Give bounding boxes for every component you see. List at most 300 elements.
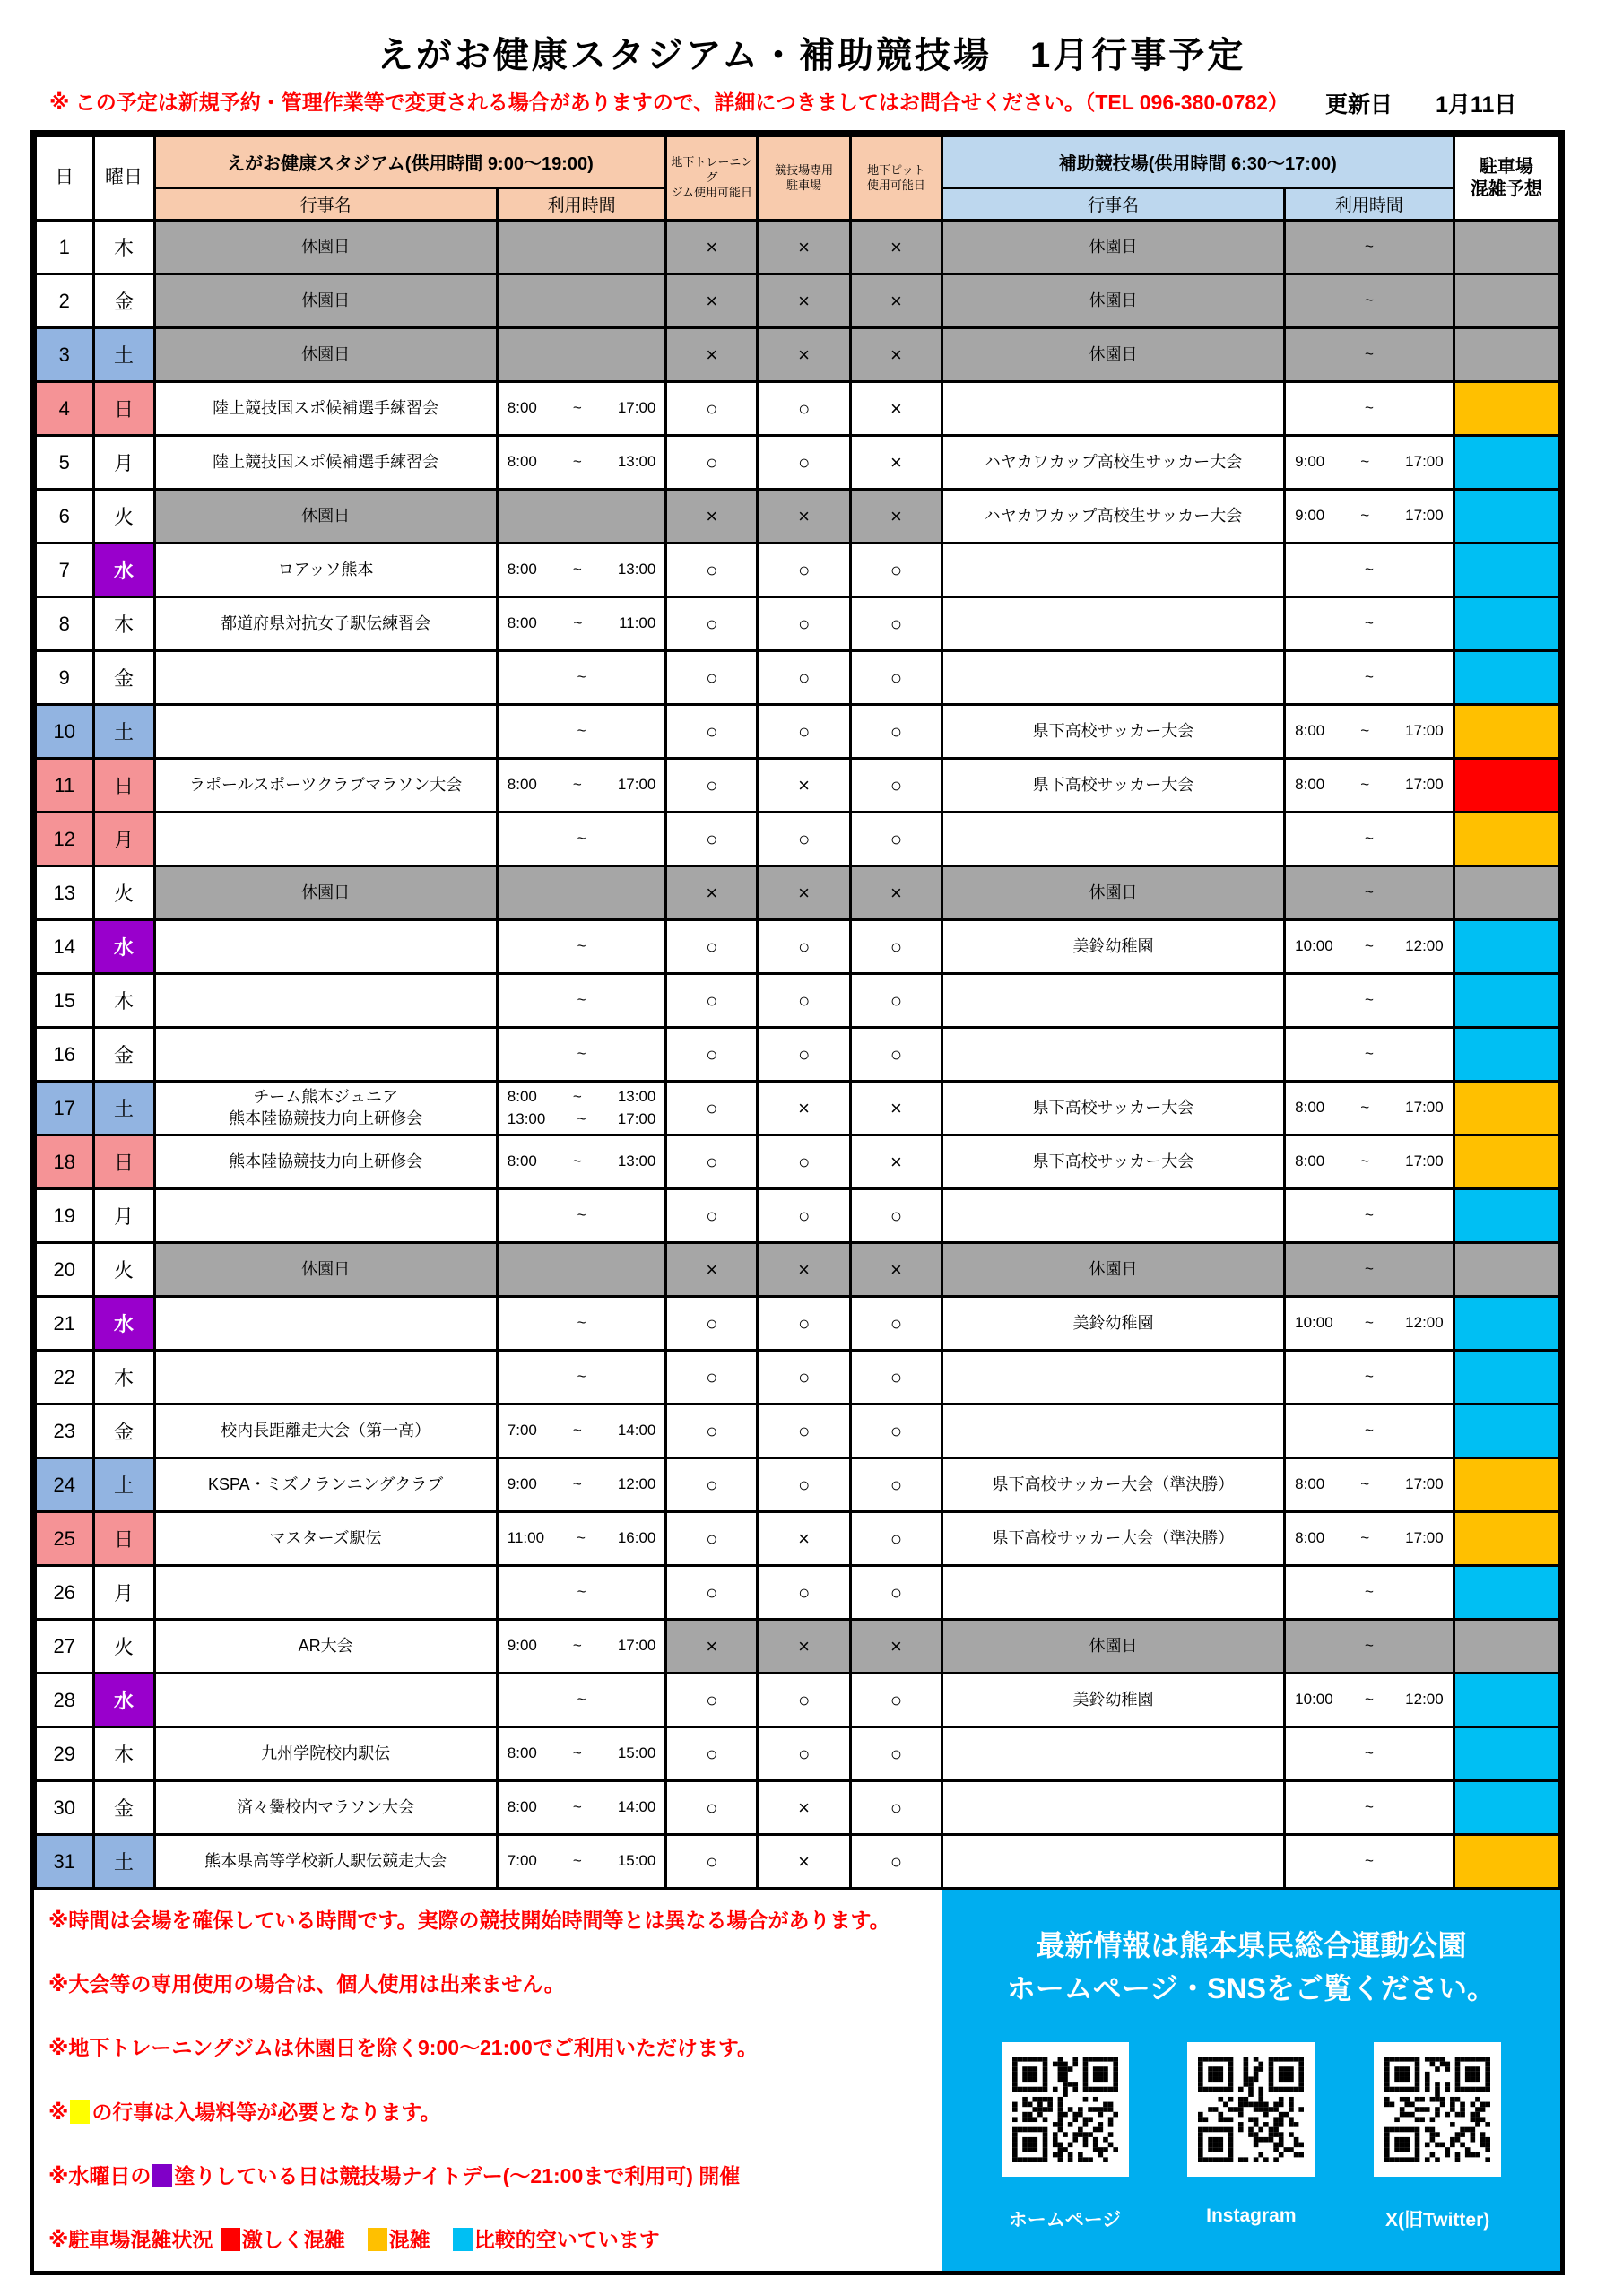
- aux-time-cell: ~: [1285, 813, 1454, 866]
- header-parking-line2: 駐車場: [786, 178, 822, 192]
- gym-mark-cell: ○: [666, 705, 758, 759]
- footer-section: [34, 1890, 1560, 2271]
- day-cell: 24: [36, 1458, 94, 1512]
- note-text: ※: [48, 2100, 69, 2124]
- color-swatch-forecast-orange: [368, 2228, 387, 2251]
- header-forecast-line2: 混雑予想: [1470, 178, 1542, 199]
- calendar-row: [36, 544, 1559, 597]
- forecast-cell: [1454, 382, 1558, 436]
- parking-mark-cell: ×: [758, 221, 851, 274]
- pit-mark-cell: ○: [850, 974, 942, 1028]
- calendar-row: [36, 1835, 1559, 1889]
- parking-mark-cell: ○: [758, 1405, 851, 1458]
- aux-time-cell: ~: [1285, 1351, 1454, 1405]
- header-aux-event: 行事名: [942, 188, 1284, 221]
- calendar-row: [36, 1082, 1559, 1135]
- pit-mark-cell: ○: [850, 1028, 942, 1082]
- weekday-cell: 水: [93, 1297, 154, 1351]
- parking-mark-cell: ×: [758, 1243, 851, 1297]
- aux-event-cell: [942, 1189, 1284, 1243]
- parking-mark-cell: ○: [758, 436, 851, 490]
- parking-mark-cell: ×: [758, 759, 851, 813]
- header-forecast-line1: 駐車場: [1479, 156, 1533, 177]
- aux-event-cell: [942, 1781, 1284, 1835]
- gym-mark-cell: ○: [666, 1082, 758, 1135]
- aux-time-cell: ~: [1285, 651, 1454, 705]
- aux-time-cell: ~: [1285, 1781, 1454, 1835]
- stadium-time-cell: ~: [497, 1566, 666, 1620]
- sns-title: [1007, 1924, 1496, 2010]
- weekday-cell: 日: [93, 1135, 154, 1189]
- pit-mark-cell: ×: [850, 274, 942, 328]
- gym-mark-cell: ○: [666, 1351, 758, 1405]
- stadium-event-cell: 休園日: [154, 1243, 497, 1297]
- stadium-time-cell: 11:00 ~ 16:00: [497, 1512, 666, 1566]
- pit-mark-cell: ×: [850, 1082, 942, 1135]
- weekday-cell: 水: [93, 544, 154, 597]
- pit-mark-cell: ○: [850, 1189, 942, 1243]
- weekday-cell: 火: [93, 490, 154, 544]
- schedule-body: [36, 221, 1559, 1889]
- weekday-cell: 月: [93, 436, 154, 490]
- stadium-time-cell: ~: [497, 651, 666, 705]
- note-text: 混雑: [388, 2227, 451, 2251]
- stadium-event-cell: [154, 1351, 497, 1405]
- stadium-time-cell: 9:00 ~ 17:00: [497, 1620, 666, 1674]
- forecast-cell: [1454, 1727, 1558, 1781]
- aux-event-cell: 休園日: [942, 1243, 1284, 1297]
- parking-mark-cell: ○: [758, 1189, 851, 1243]
- stadium-time-cell: ~: [497, 1297, 666, 1351]
- calendar-row: [36, 1028, 1559, 1082]
- weekday-cell: 日: [93, 759, 154, 813]
- pit-mark-cell: ○: [850, 1835, 942, 1889]
- gym-mark-cell: ○: [666, 544, 758, 597]
- forecast-cell: [1454, 1405, 1558, 1458]
- parking-mark-cell: ○: [758, 651, 851, 705]
- updated-date: [1325, 87, 1516, 119]
- gym-mark-cell: ○: [666, 1512, 758, 1566]
- forecast-cell: [1454, 1674, 1558, 1727]
- weekday-cell: 水: [93, 1674, 154, 1727]
- forecast-cell: [1454, 274, 1558, 328]
- pit-mark-cell: ○: [850, 651, 942, 705]
- stadium-event-cell: [154, 1189, 497, 1243]
- aux-time-cell: ~: [1285, 974, 1454, 1028]
- weekday-cell: 土: [93, 1458, 154, 1512]
- color-swatch-night-purple: [152, 2164, 172, 2187]
- calendar-row: [36, 490, 1559, 544]
- forecast-cell: [1454, 866, 1558, 920]
- gym-mark-cell: ×: [666, 490, 758, 544]
- day-cell: 17: [36, 1082, 94, 1135]
- pit-mark-cell: ×: [850, 1620, 942, 1674]
- weekday-cell: 日: [93, 1512, 154, 1566]
- weekday-cell: 木: [93, 1351, 154, 1405]
- updated-value: 1月11日: [1436, 92, 1517, 117]
- day-cell: 16: [36, 1028, 94, 1082]
- aux-event-cell: [942, 1351, 1284, 1405]
- weekday-cell: 火: [93, 1243, 154, 1297]
- aux-time-cell: ~: [1285, 221, 1454, 274]
- pit-mark-cell: ○: [850, 813, 942, 866]
- aux-time-cell: 10:00 ~ 12:00: [1285, 1674, 1454, 1727]
- gym-mark-cell: ○: [666, 1727, 758, 1781]
- pit-mark-cell: ○: [850, 1727, 942, 1781]
- aux-event-cell: [942, 1028, 1284, 1082]
- weekday-cell: 土: [93, 1835, 154, 1889]
- parking-mark-cell: ○: [758, 1135, 851, 1189]
- calendar-row: [36, 759, 1559, 813]
- header-stadium-title: えがお健康スタジアム(供用時間 9:00～19:00): [154, 136, 666, 188]
- calendar-row: [36, 1405, 1559, 1458]
- change-notice: ※ この予定は新規予約・管理作業等で変更される場合がありますので、詳細につきましてはお問合せください。（TEL 096-380-0782）: [49, 91, 1289, 114]
- parking-mark-cell: ×: [758, 328, 851, 382]
- stadium-time-cell: 8:00 ~ 17:00: [497, 382, 666, 436]
- calendar-row: [36, 1297, 1559, 1351]
- calendar-row: [36, 328, 1559, 382]
- pit-mark-cell: ○: [850, 1674, 942, 1727]
- note-line: [48, 2096, 924, 2126]
- forecast-cell: [1454, 1243, 1558, 1297]
- stadium-event-cell: ラポールスポーツクラブマラソン大会: [154, 759, 497, 813]
- header-day: 日: [36, 136, 94, 221]
- aux-event-cell: 美鈴幼稚園: [942, 920, 1284, 974]
- stadium-event-cell: [154, 1566, 497, 1620]
- parking-mark-cell: ×: [758, 1835, 851, 1889]
- aux-time-cell: 8:00 ~ 17:00: [1285, 1082, 1454, 1135]
- forecast-cell: [1454, 490, 1558, 544]
- stadium-time-cell: [497, 490, 666, 544]
- stadium-event-cell: 休園日: [154, 490, 497, 544]
- forecast-cell: [1454, 1781, 1558, 1835]
- day-cell: 22: [36, 1351, 94, 1405]
- aux-event-cell: [942, 597, 1284, 651]
- parking-mark-cell: ×: [758, 1512, 851, 1566]
- parking-mark-cell: ×: [758, 866, 851, 920]
- day-cell: 21: [36, 1297, 94, 1351]
- stadium-time-cell: [497, 274, 666, 328]
- pit-mark-cell: ×: [850, 490, 942, 544]
- qr-code-instagram-icon: [1187, 2042, 1315, 2177]
- aux-time-cell: 10:00 ~ 12:00: [1285, 1297, 1454, 1351]
- calendar-row: [36, 651, 1559, 705]
- aux-time-cell: 9:00 ~ 17:00: [1285, 490, 1454, 544]
- forecast-cell: [1454, 1566, 1558, 1620]
- header-stadium-parking: [758, 136, 851, 221]
- aux-event-cell: 休園日: [942, 328, 1284, 382]
- parking-mark-cell: ×: [758, 274, 851, 328]
- weekday-cell: 木: [93, 221, 154, 274]
- stadium-event-cell: AR大会: [154, 1620, 497, 1674]
- calendar-row: [36, 597, 1559, 651]
- weekday-cell: 火: [93, 866, 154, 920]
- note-line: [48, 2223, 924, 2253]
- color-swatch-fee-yellow: [70, 2100, 90, 2124]
- day-cell: 30: [36, 1781, 94, 1835]
- pit-mark-cell: ×: [850, 1135, 942, 1189]
- aux-time-cell: 8:00 ~ 17:00: [1285, 1512, 1454, 1566]
- aux-event-cell: 県下高校サッカー大会: [942, 759, 1284, 813]
- calendar-row: [36, 436, 1559, 490]
- aux-time-cell: 8:00 ~ 17:00: [1285, 759, 1454, 813]
- weekday-cell: 日: [93, 382, 154, 436]
- forecast-cell: [1454, 1082, 1558, 1135]
- parking-mark-cell: ○: [758, 1351, 851, 1405]
- calendar-row: [36, 1458, 1559, 1512]
- forecast-cell: [1454, 1620, 1558, 1674]
- calendar-row: [36, 274, 1559, 328]
- forecast-cell: [1454, 1512, 1558, 1566]
- aux-event-cell: 県下高校サッカー大会: [942, 1082, 1284, 1135]
- pit-mark-cell: ×: [850, 221, 942, 274]
- gym-mark-cell: ○: [666, 1835, 758, 1889]
- stadium-time-cell: ~: [497, 974, 666, 1028]
- forecast-cell: [1454, 651, 1558, 705]
- aux-time-cell: 8:00 ~ 17:00: [1285, 1135, 1454, 1189]
- aux-time-cell: 8:00 ~ 17:00: [1285, 1458, 1454, 1512]
- forecast-cell: [1454, 1028, 1558, 1082]
- aux-time-cell: ~: [1285, 544, 1454, 597]
- calendar-row: [36, 1351, 1559, 1405]
- pit-mark-cell: ○: [850, 1781, 942, 1835]
- calendar-row: [36, 1620, 1559, 1674]
- aux-event-cell: [942, 1405, 1284, 1458]
- notes-list: [34, 1890, 942, 2271]
- calendar-row: [36, 1566, 1559, 1620]
- aux-time-cell: ~: [1285, 1620, 1454, 1674]
- pit-mark-cell: ○: [850, 597, 942, 651]
- gym-mark-cell: ×: [666, 866, 758, 920]
- aux-event-cell: [942, 1835, 1284, 1889]
- weekday-cell: 土: [93, 328, 154, 382]
- aux-event-cell: 休園日: [942, 866, 1284, 920]
- aux-event-cell: [942, 1727, 1284, 1781]
- parking-mark-cell: ○: [758, 920, 851, 974]
- stadium-time-cell: 9:00 ~ 12:00: [497, 1458, 666, 1512]
- day-cell: 10: [36, 705, 94, 759]
- qr-label-x-twitter: X(旧Twitter): [1384, 2210, 1490, 2231]
- aux-time-cell: ~: [1285, 274, 1454, 328]
- calendar-row: [36, 1243, 1559, 1297]
- schedule-table: [34, 135, 1560, 1890]
- pit-mark-cell: ○: [850, 544, 942, 597]
- stadium-event-cell: 休園日: [154, 866, 497, 920]
- parking-mark-cell: ×: [758, 1781, 851, 1835]
- header-stadium-time: 利用時間: [497, 188, 666, 221]
- pit-mark-cell: ○: [850, 705, 942, 759]
- pit-mark-cell: ○: [850, 759, 942, 813]
- aux-time-cell: 10:00 ~ 12:00: [1285, 920, 1454, 974]
- sns-box: [942, 1890, 1560, 2271]
- aux-time-cell: ~: [1285, 1243, 1454, 1297]
- calendar-row: [36, 1135, 1559, 1189]
- forecast-cell: [1454, 597, 1558, 651]
- weekday-cell: 金: [93, 274, 154, 328]
- aux-time-cell: ~: [1285, 382, 1454, 436]
- stadium-event-cell: [154, 920, 497, 974]
- parking-mark-cell: ○: [758, 974, 851, 1028]
- stadium-time-cell: ~: [497, 920, 666, 974]
- stadium-event-cell: 休園日: [154, 328, 497, 382]
- weekday-cell: 火: [93, 1620, 154, 1674]
- gym-mark-cell: ○: [666, 759, 758, 813]
- day-cell: 27: [36, 1620, 94, 1674]
- note-line: [48, 2160, 924, 2189]
- forecast-cell: [1454, 328, 1558, 382]
- header-gym: [666, 136, 758, 221]
- aux-event-cell: 美鈴幼稚園: [942, 1674, 1284, 1727]
- forecast-cell: [1454, 759, 1558, 813]
- parking-mark-cell: ○: [758, 1674, 851, 1727]
- pit-mark-cell: ×: [850, 866, 942, 920]
- header-pit: [850, 136, 942, 221]
- stadium-time-cell: 8:00 ~ 11:00: [497, 597, 666, 651]
- gym-mark-cell: ○: [666, 1405, 758, 1458]
- weekday-cell: 金: [93, 1781, 154, 1835]
- day-cell: 1: [36, 221, 94, 274]
- weekday-cell: 金: [93, 651, 154, 705]
- aux-event-cell: [942, 974, 1284, 1028]
- note-text: ※地下トレーニングジムは休園日を除く9:00～21:00でご利用いただけます。: [48, 2036, 758, 2060]
- pit-mark-cell: ×: [850, 382, 942, 436]
- weekday-cell: 月: [93, 1189, 154, 1243]
- aux-event-cell: ハヤカワカップ高校生サッカー大会: [942, 490, 1284, 544]
- updated-label: 更新日: [1325, 92, 1393, 117]
- stadium-event-cell: 済々黌校内マラソン大会: [154, 1781, 497, 1835]
- calendar-row: [36, 866, 1559, 920]
- stadium-event-cell: チーム熊本ジュニア 熊本陸協競技力向上研修会: [154, 1082, 497, 1135]
- parking-mark-cell: ○: [758, 813, 851, 866]
- day-cell: 3: [36, 328, 94, 382]
- weekday-cell: 土: [93, 1082, 154, 1135]
- weekday-cell: 水: [93, 920, 154, 974]
- note-line: [48, 1904, 924, 1934]
- stadium-time-cell: [497, 328, 666, 382]
- stadium-event-cell: KSPA・ミズノランニングクラブ: [154, 1458, 497, 1512]
- header-pit-line2: 使用可能日: [866, 178, 925, 192]
- calendar-row: [36, 1727, 1559, 1781]
- aux-time-cell: 9:00 ~ 17:00: [1285, 436, 1454, 490]
- aux-time-cell: ~: [1285, 1189, 1454, 1243]
- day-cell: 20: [36, 1243, 94, 1297]
- weekday-cell: 金: [93, 1405, 154, 1458]
- gym-mark-cell: ○: [666, 1297, 758, 1351]
- schedule-frame: [30, 130, 1565, 2275]
- aux-time-cell: ~: [1285, 866, 1454, 920]
- aux-time-cell: ~: [1285, 1727, 1454, 1781]
- forecast-cell: [1454, 1835, 1558, 1889]
- day-cell: 25: [36, 1512, 94, 1566]
- gym-mark-cell: ○: [666, 382, 758, 436]
- qr-label-instagram: Instagram: [1206, 2205, 1297, 2226]
- parking-mark-cell: ○: [758, 1028, 851, 1082]
- calendar-row: [36, 221, 1559, 274]
- aux-event-cell: 県下高校サッカー大会: [942, 705, 1284, 759]
- day-cell: 31: [36, 1835, 94, 1889]
- stadium-event-cell: [154, 651, 497, 705]
- stadium-time-cell: 7:00 ~ 15:00: [497, 1835, 666, 1889]
- stadium-event-cell: [154, 1297, 497, 1351]
- pit-mark-cell: ○: [850, 920, 942, 974]
- day-cell: 12: [36, 813, 94, 866]
- aux-event-cell: 休園日: [942, 274, 1284, 328]
- stadium-time-cell: 8:00 ~ 13:00: [497, 1135, 666, 1189]
- day-cell: 9: [36, 651, 94, 705]
- stadium-time-cell: ~: [497, 1189, 666, 1243]
- pit-mark-cell: ○: [850, 1512, 942, 1566]
- stadium-time-cell: 8:00 ~ 13:00: [497, 544, 666, 597]
- stadium-time-cell: 8:00 ~ 14:00: [497, 1781, 666, 1835]
- header-parking-line1: 競技場専用: [775, 162, 834, 177]
- parking-mark-cell: ○: [758, 597, 851, 651]
- aux-event-cell: ハヤカワカップ高校生サッカー大会: [942, 436, 1284, 490]
- gym-mark-cell: ○: [666, 1458, 758, 1512]
- aux-event-cell: [942, 544, 1284, 597]
- aux-event-cell: 美鈴幼稚園: [942, 1297, 1284, 1351]
- color-swatch-forecast-red: [221, 2228, 240, 2251]
- forecast-cell: [1454, 1297, 1558, 1351]
- stadium-event-cell: ロアッソ熊本: [154, 544, 497, 597]
- weekday-cell: 月: [93, 1566, 154, 1620]
- day-cell: 26: [36, 1566, 94, 1620]
- stadium-time-cell: ~: [497, 1674, 666, 1727]
- stadium-event-cell: [154, 974, 497, 1028]
- day-cell: 11: [36, 759, 94, 813]
- stadium-time-cell: ~: [497, 813, 666, 866]
- parking-mark-cell: ○: [758, 1727, 851, 1781]
- forecast-cell: [1454, 1189, 1558, 1243]
- pit-mark-cell: ○: [850, 1566, 942, 1620]
- qr-label-homepage: ホームページ: [1008, 2210, 1122, 2231]
- stadium-event-cell: 陸上競技国スポ候補選手練習会: [154, 382, 497, 436]
- day-cell: 28: [36, 1674, 94, 1727]
- header-gym-line2: ジム使用可能日: [671, 185, 753, 199]
- parking-mark-cell: ○: [758, 382, 851, 436]
- header-weekday: 曜日: [93, 136, 154, 221]
- pit-mark-cell: ○: [850, 1458, 942, 1512]
- pit-mark-cell: ○: [850, 1297, 942, 1351]
- gym-mark-cell: ○: [666, 1135, 758, 1189]
- pit-mark-cell: ○: [850, 1351, 942, 1405]
- day-cell: 14: [36, 920, 94, 974]
- stadium-time-cell: [497, 1243, 666, 1297]
- weekday-cell: 月: [93, 813, 154, 866]
- header-pit-line1: 地下ピット: [867, 162, 925, 177]
- qr-item-instagram: [1187, 2042, 1315, 2232]
- calendar-row: [36, 974, 1559, 1028]
- weekday-cell: 木: [93, 1727, 154, 1781]
- note-text: 塗りしている日は競技場ナイトデー(～21:00まで利用可) 開催: [174, 2163, 741, 2187]
- aux-time-cell: 8:00 ~ 17:00: [1285, 705, 1454, 759]
- header-aux-time: 利用時間: [1285, 188, 1454, 221]
- calendar-row: [36, 705, 1559, 759]
- stadium-event-cell: 休園日: [154, 274, 497, 328]
- note-text: の行事は入場料等が必要となります。: [91, 2100, 441, 2124]
- stadium-event-cell: [154, 705, 497, 759]
- day-cell: 6: [36, 490, 94, 544]
- calendar-row: [36, 1674, 1559, 1727]
- aux-event-cell: [942, 382, 1284, 436]
- aux-event-cell: 休園日: [942, 221, 1284, 274]
- stadium-event-cell: 九州学院校内駅伝: [154, 1727, 497, 1781]
- stadium-event-cell: 熊本県高等学校新人駅伝競走大会: [154, 1835, 497, 1889]
- stadium-time-cell: 7:00 ~ 14:00: [497, 1405, 666, 1458]
- stadium-time-cell: [497, 221, 666, 274]
- pit-mark-cell: ×: [850, 328, 942, 382]
- forecast-cell: [1454, 1458, 1558, 1512]
- aux-time-cell: ~: [1285, 597, 1454, 651]
